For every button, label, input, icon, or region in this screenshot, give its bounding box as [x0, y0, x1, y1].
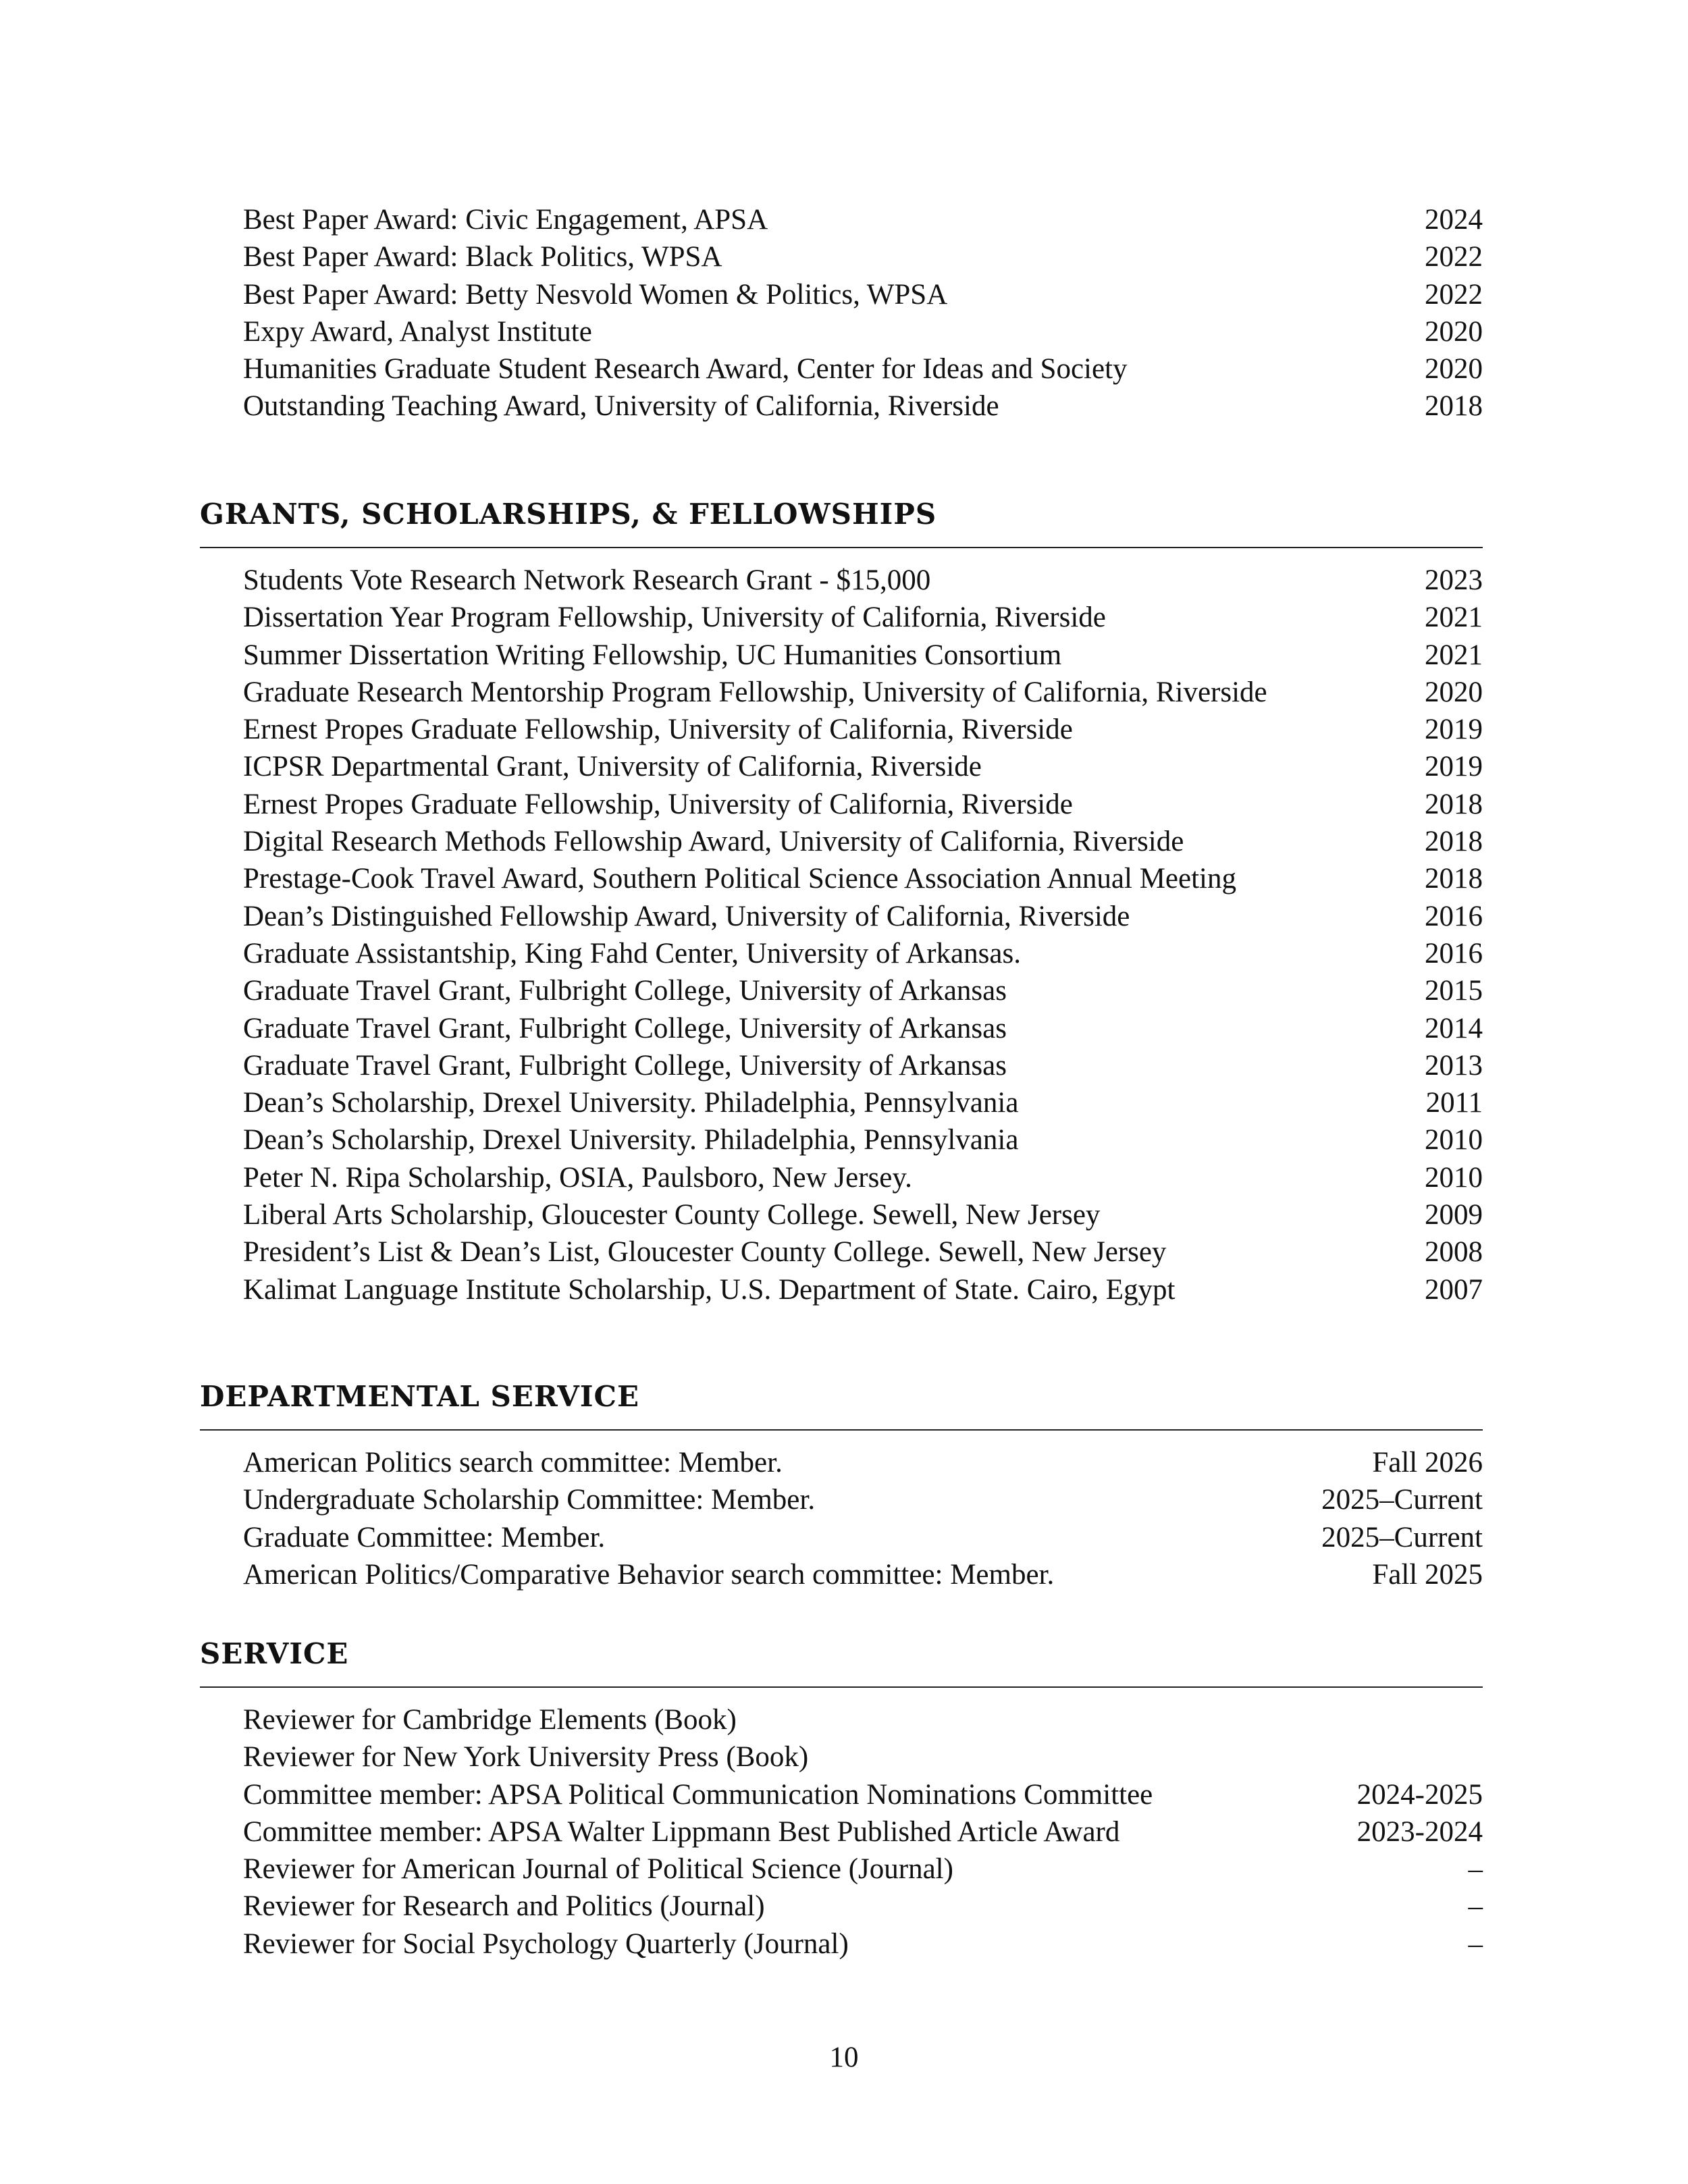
item-date: 2009: [1425, 1199, 1483, 1231]
item-description: Best Paper Award: Civic Engagement, APSA: [243, 204, 768, 236]
list-item: [243, 1850, 1483, 1888]
item-description: Ernest Propes Graduate Fellowship, University of California, Riverside: [243, 788, 1073, 820]
item-description: President’s List & Dean’s List, Gloucester County College. Sewell, New Jersey: [243, 1236, 1167, 1269]
item-description: Graduate Travel Grant, Fulbright College, University of Arkansas: [243, 1049, 1007, 1082]
item-description: Peter N. Ripa Scholarship, OSIA, Paulsboro, New Jersey.: [243, 1161, 912, 1194]
list-item: [243, 1519, 1483, 1556]
item-date: –: [1468, 1890, 1483, 1923]
list-item: [243, 1010, 1483, 1047]
item-date: 2010: [1425, 1161, 1483, 1194]
list-item: [243, 711, 1483, 748]
item-date: 2016: [1425, 937, 1483, 969]
item-description: Expy Award, Analyst Institute: [243, 315, 592, 348]
grants-section: [200, 497, 1483, 1308]
item-date: 2008: [1425, 1236, 1483, 1269]
list-item: [243, 786, 1483, 823]
list-item: [243, 276, 1483, 313]
item-date: 2014: [1425, 1012, 1483, 1044]
list-item: [243, 823, 1483, 860]
item-description: Committee member: APSA Walter Lippmann Best Published Article Award: [243, 1815, 1120, 1848]
item-date: 2024-2025: [1356, 1778, 1483, 1811]
list-item: [243, 1556, 1483, 1593]
item-description: Dean’s Scholarship, Drexel University. Philadelphia, Pennsylvania: [243, 1087, 1019, 1119]
item-description: Reviewer for Research and Politics (Journal): [243, 1890, 765, 1923]
item-date: 2018: [1425, 788, 1483, 820]
item-date: 2011: [1425, 1087, 1483, 1119]
awards-list: [200, 201, 1483, 425]
item-description: Kalimat Language Institute Scholarship, U.S. Department of State. Cairo, Egypt: [243, 1273, 1176, 1306]
item-date: Fall 2025: [1372, 1558, 1483, 1591]
item-date: 2018: [1425, 863, 1483, 895]
item-date: 2021: [1425, 639, 1483, 671]
item-date: 2022: [1425, 278, 1483, 311]
item-description: Digital Research Methods Fellowship Award, University of California, Riverside: [243, 826, 1184, 858]
list-item: [243, 1444, 1483, 1481]
list-item: [243, 238, 1483, 275]
list-item: [243, 201, 1483, 238]
item-date: –: [1468, 1853, 1483, 1886]
item-date: 2025–Current: [1321, 1484, 1483, 1516]
item-date: 2020: [1425, 676, 1483, 708]
list-item: [243, 1888, 1483, 1925]
list-item: [243, 1776, 1483, 1813]
item-description: Dean’s Distinguished Fellowship Award, University of California, Riverside: [243, 900, 1130, 932]
section-divider: [200, 547, 1483, 548]
item-description: Committee member: APSA Political Communication Nominations Committee: [243, 1778, 1153, 1811]
item-date: 2023-2024: [1356, 1815, 1483, 1848]
item-date: 2025–Current: [1321, 1521, 1483, 1553]
item-description: ICPSR Departmental Grant, University of California, Riverside: [243, 751, 982, 783]
item-description: Prestage-Cook Travel Award, Southern Political Science Association Annual Meeting: [243, 863, 1236, 895]
item-description: Reviewer for Cambridge Elements (Book): [243, 1704, 737, 1736]
list-item: [243, 562, 1483, 599]
service-list: [200, 1701, 1483, 1963]
list-item: [243, 1159, 1483, 1196]
item-date: 2024: [1425, 204, 1483, 236]
list-item: [243, 1271, 1483, 1308]
list-item: [243, 674, 1483, 711]
list-item: [243, 1481, 1483, 1518]
item-date: Fall 2026: [1372, 1447, 1483, 1479]
departmental-service-section: [200, 1379, 1483, 1593]
section-divider: [200, 1686, 1483, 1688]
item-description: Graduate Research Mentorship Program Fellowship, University of California, Riverside: [243, 676, 1267, 708]
item-date: 2019: [1425, 751, 1483, 783]
list-item: [243, 1738, 1483, 1776]
item-description: Undergraduate Scholarship Committee: Member.: [243, 1484, 816, 1516]
item-date: 2016: [1425, 900, 1483, 932]
departmental-service-list: [200, 1444, 1483, 1593]
list-item: [243, 1047, 1483, 1084]
item-date: 2018: [1425, 826, 1483, 858]
item-description: Graduate Travel Grant, Fulbright College, University of Arkansas: [243, 975, 1007, 1007]
list-item: [243, 313, 1483, 350]
item-description: Summer Dissertation Writing Fellowship, UC Humanities Consortium: [243, 639, 1062, 671]
list-item: [243, 898, 1483, 935]
item-date: 2015: [1425, 975, 1483, 1007]
list-item: [243, 1233, 1483, 1271]
item-description: American Politics search committee: Member.: [243, 1447, 783, 1479]
item-date: 2020: [1425, 353, 1483, 385]
grants-list: [200, 562, 1483, 1308]
item-description: Liberal Arts Scholarship, Gloucester County College. Sewell, New Jersey: [243, 1199, 1101, 1231]
list-item: [243, 388, 1483, 425]
item-date: 2010: [1425, 1124, 1483, 1156]
item-description: Graduate Committee: Member.: [243, 1521, 606, 1553]
list-item: [243, 860, 1483, 897]
item-date: 2018: [1425, 390, 1483, 423]
item-date: 2019: [1425, 714, 1483, 746]
item-date: 2023: [1425, 564, 1483, 596]
item-date: 2020: [1425, 315, 1483, 348]
list-item: [243, 599, 1483, 636]
section-heading-grants: GRANTS, SCHOLARSHIPS, & FELLOWSHIPS: [200, 498, 937, 531]
list-item: [243, 972, 1483, 1009]
list-item: [243, 748, 1483, 785]
item-description: American Politics/Comparative Behavior search committee: Member.: [243, 1558, 1055, 1591]
item-date: 2021: [1425, 602, 1483, 634]
item-date: 2007: [1425, 1273, 1483, 1306]
item-description: Students Vote Research Network Research Grant - $15,000: [243, 564, 931, 596]
item-description: Reviewer for American Journal of Political Science (Journal): [243, 1853, 953, 1886]
list-item: [243, 1196, 1483, 1233]
item-description: Humanities Graduate Student Research Award, Center for Ideas and Society: [243, 353, 1128, 385]
service-section: [200, 1636, 1483, 1963]
item-description: Best Paper Award: Black Politics, WPSA: [243, 241, 722, 273]
list-item: [243, 637, 1483, 674]
item-description: Dean’s Scholarship, Drexel University. Philadelphia, Pennsylvania: [243, 1124, 1019, 1156]
item-description: Reviewer for New York University Press (Book): [243, 1741, 809, 1774]
list-item: [243, 1925, 1483, 1963]
item-description: Graduate Assistantship, King Fahd Center, University of Arkansas.: [243, 937, 1021, 969]
item-description: Dissertation Year Program Fellowship, University of California, Riverside: [243, 602, 1106, 634]
item-description: Outstanding Teaching Award, University of California, Riverside: [243, 390, 999, 423]
item-date: 2013: [1425, 1049, 1483, 1082]
item-date: –: [1468, 1927, 1483, 1960]
item-date: 2022: [1425, 241, 1483, 273]
item-description: Ernest Propes Graduate Fellowship, University of California, Riverside: [243, 714, 1073, 746]
list-item: [243, 1701, 1483, 1738]
section-heading-service: SERVICE: [200, 1637, 349, 1670]
list-item: [243, 1084, 1483, 1121]
awards-section: [200, 201, 1483, 425]
list-item: [243, 1813, 1483, 1850]
section-heading-departmental-service: DEPARTMENTAL SERVICE: [200, 1380, 639, 1413]
list-item: [243, 1121, 1483, 1158]
item-description: Reviewer for Social Psychology Quarterly (Journal): [243, 1927, 849, 1960]
item-description: Graduate Travel Grant, Fulbright College, University of Arkansas: [243, 1012, 1007, 1044]
page-number: 10: [829, 2042, 859, 2073]
item-description: Best Paper Award: Betty Nesvold Women & Politics, WPSA: [243, 278, 948, 311]
list-item: [243, 935, 1483, 972]
section-divider: [200, 1429, 1483, 1431]
list-item: [243, 350, 1483, 388]
